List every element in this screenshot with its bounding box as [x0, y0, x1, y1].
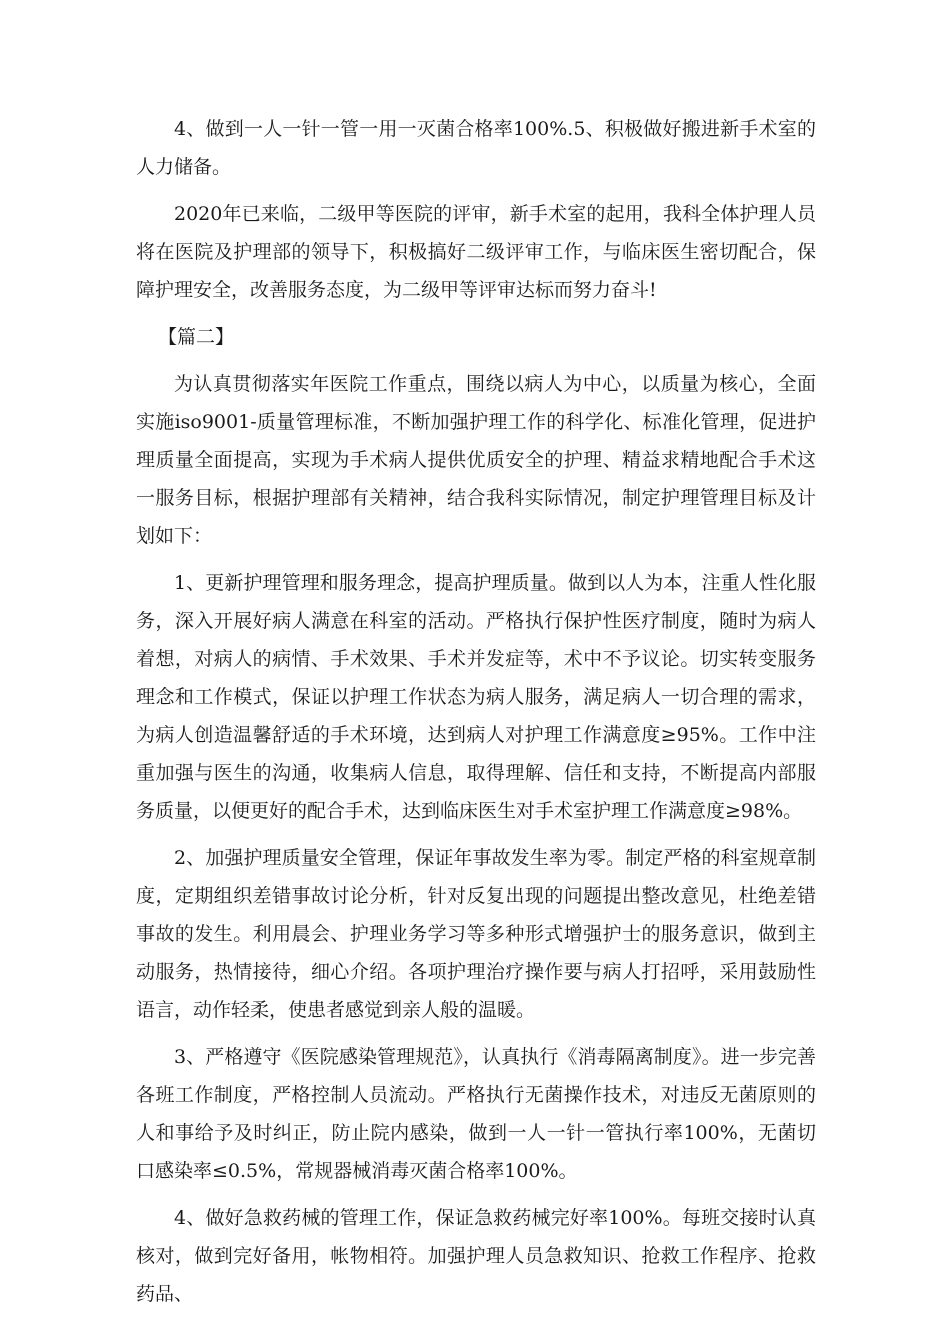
- paragraph-2020-summary: 2020年已来临，二级甲等医院的评审，新手术室的起用，我科全体护理人员将在医院及护理部的领导下，积极搞好二级评审工作，与临床医生密切配合，保障护理安全，改善服务态度，为二级甲等评审达标而努力奋斗!: [136, 203, 816, 301]
- paragraph-item-3: 3、严格遵守《医院感染管理规范》，认真执行《消毒隔离制度》。进一步完善各班工作制度，严格控制人员流动。严格执行无菌操作技术，对违反无菌原则的人和事给予及时纠正，防止院内感染，做到一人一针一管执行率100%，无菌切口感染率≤0.5%，常规器械消毒灭菌合格率100%。: [136, 1046, 816, 1182]
- paragraph-item-4-continued: 4、做到一人一针一管一用一灭菌合格率100%.5、积极做好搬进新手术室的人力储备。: [136, 118, 816, 178]
- paragraph-item-4: 4、做好急救药械的管理工作，保证急救药械完好率100%。每班交接时认真核对，做到完好备用，帐物相符。加强护理人员急救知识、抢救工作程序、抢救药品、: [136, 1207, 816, 1305]
- paragraph-item-2: 2、加强护理质量安全管理，保证年事故发生率为零。制定严格的科室规章制度，定期组织差错事故讨论分析，针对反复出现的问题提出整改意见，杜绝差错事故的发生。利用晨会、护理业务学习等多种形式增强护士的服务意识，做到主动服务，热情接待，细心介绍。各项护理治疗操作要与病人打招呼，采用鼓励性语言，动作轻柔，使患者感觉到亲人般的温暖。: [136, 847, 816, 1021]
- paragraph-intro: 为认真贯彻落实年医院工作重点，围绕以病人为中心，以质量为核心，全面实施iso9001-质量管理标准，不断加强护理工作的科学化、标准化管理，促进护理质量全面提高，实现为手术病人提供优质安全的护理、精益求精地配合手术这一服务目标，根据护理部有关精神，结合我科实际情况，制定护理管理目标及计划如下：: [136, 373, 816, 547]
- section-heading-part-two: 【篇二】: [158, 326, 235, 348]
- paragraph-item-1: 1、更新护理管理和服务理念，提高护理质量。做到以人为本，注重人性化服务，深入开展好病人满意在科室的活动。严格执行保护性医疗制度，随时为病人着想，对病人的病情、手术效果、手术并发症等，术中不予议论。切实转变服务理念和工作模式，保证以护理工作状态为病人服务，满足病人一切合理的需求，为病人创造温馨舒适的手术环境，达到病人对护理工作满意度≥95%。工作中注重加强与医生的沟通，收集病人信息，取得理解、信任和支持，不断提高内部服务质量，以便更好的配合手术，达到临床医生对手术室护理工作满意度≥98%。: [136, 572, 816, 822]
- document-body: [136, 110, 816, 1322]
